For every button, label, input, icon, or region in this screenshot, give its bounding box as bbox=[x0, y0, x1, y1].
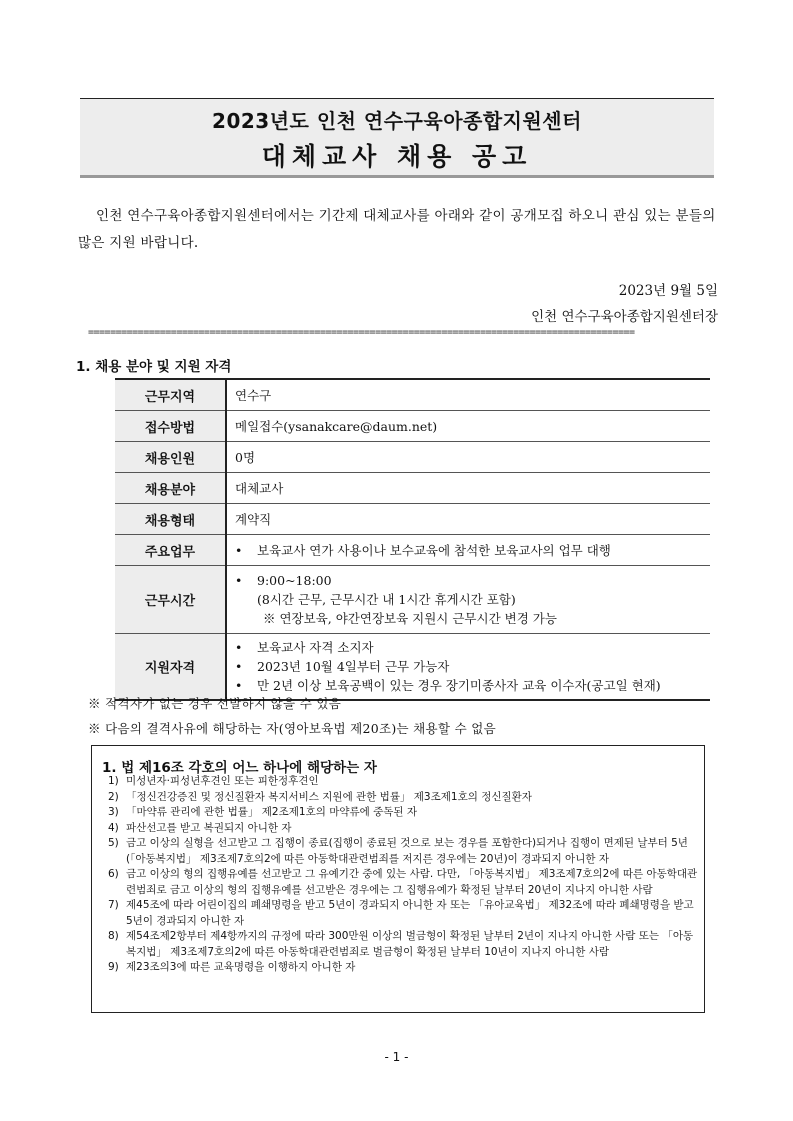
list-item: 6) 금고 이상의 형의 집행유예를 선고받고 그 유예기간 중에 있는 사람. 다만, 「아동복지법」 제3조제7호의2에 따른 아동학대관련범죄로 금고 이상의 형의 집행유예를 선고받은 경우에는 그 집행유예가 확정된 날부터 20년이 지나지 아니한 사람 bbox=[108, 868, 698, 896]
qualification-item: • 만 2년 이상 보육공백이 있는 경우 장기미종사자 교육 이수자(공고일 현재) bbox=[235, 676, 710, 695]
list-item: 7) 제45조에 따라 어린이집의 폐쇄명령을 받고 5년이 경과되지 아니한 자 또는 「유아교육법」 제32조에 따라 폐쇄명령을 받고 5년이 경과되지 아니한 자 bbox=[108, 899, 694, 927]
section1-heading: 1. 채용 분야 및 지원 자격 bbox=[76, 359, 232, 375]
list-item: 4) 파산선고를 받고 복권되지 아니한 자 bbox=[108, 821, 292, 834]
page-number: - 1 - bbox=[384, 1050, 409, 1064]
qualification-item: • 보육교사 자격 소지자 bbox=[235, 638, 710, 657]
list-item: 5) 금고 이상의 실형을 선고받고 그 집행이 종료(집행이 종료된 것으로 보는 경우를 포함한다)되거나 집행이 면제된 날부터 5년(「아동복지법」 제3조제7호의2에 따른 아동학대관련범죄를 저지른 경우에는 20년)이 경과되지 아니한 자 bbox=[108, 837, 688, 865]
row-value: 연수구 bbox=[226, 379, 710, 411]
table-row bbox=[115, 473, 710, 504]
row-label: 채용인원 bbox=[115, 442, 226, 473]
table-row bbox=[115, 504, 710, 535]
row-value bbox=[226, 566, 710, 634]
table-row bbox=[115, 442, 710, 473]
duty-item: • 보육교사 연가 사용이나 보수교육에 참석한 보육교사의 업무 대행 bbox=[235, 541, 710, 560]
disqualification-list bbox=[108, 774, 702, 976]
intro-paragraph: 인천 연수구육아종합지원센터에서는 기간제 대체교사를 아래와 같이 공개모집 하오니 관심 있는 분들의 많은 지원 바랍니다. bbox=[78, 208, 716, 251]
recruitment-table bbox=[115, 378, 710, 701]
row-label: 지원자격 bbox=[115, 634, 226, 700]
table-row bbox=[115, 535, 710, 566]
disqualification-box bbox=[91, 745, 705, 1013]
list-item: 9) 제23조의3에 따른 교육명령을 이행하지 아니한 자 bbox=[108, 961, 356, 973]
hours-sub: (8시간 근무, 근무시간 내 1시간 휴게시간 포함) bbox=[257, 592, 516, 607]
separator-line: =================================================================================================== bbox=[88, 327, 635, 338]
title-line1: 2023년도 인천 연수구육아종합지원센터 bbox=[212, 109, 582, 133]
row-value bbox=[226, 634, 710, 700]
disqualification-title: 1. 법 제16조 각호의 어느 하나에 해당하는 자 bbox=[102, 760, 377, 776]
row-value bbox=[226, 535, 710, 566]
row-label: 근무지역 bbox=[115, 379, 226, 411]
list-item: 8) 제54조제2항부터 제4항까지의 규정에 따라 300만원 이상의 벌금형이 확정된 날부터 2년이 지나지 아니한 사람 또는 「아동복지법」 제3조제7호의2에 따른 아동학대관련범죄로 벌금형이 확정된 날부터 10년이 지나지 아니한 사람 bbox=[108, 930, 694, 958]
list-item: 3) 「마약류 관리에 관한 법률」 제2조제1호의 마약류에 중독된 자 bbox=[108, 806, 418, 818]
row-label: 채용형태 bbox=[115, 504, 226, 535]
note-disqualification: ※ 다음의 결격사유에 해당하는 자(영아보육법 제20조)는 채용할 수 없음 bbox=[88, 721, 496, 736]
row-label: 채용분야 bbox=[115, 473, 226, 504]
qualification-item: • 2023년 10월 4일부터 근무 가능자 bbox=[235, 657, 710, 676]
list-item: 1) 미성년자·피성년후견인 또는 피한정후견인 bbox=[108, 775, 319, 787]
row-label: 근무시간 bbox=[115, 566, 226, 634]
row-label: 주요업무 bbox=[115, 535, 226, 566]
list-item: 2) 「정신건강증진 및 정신질환자 복지서비스 지원에 관한 법률」 제3조제1호의 정신질환자 bbox=[108, 790, 532, 803]
row-label: 접수방법 bbox=[115, 411, 226, 442]
row-value: 메일접수(ysanakcare@daum.net) bbox=[226, 411, 710, 442]
table-row bbox=[115, 566, 710, 634]
row-value: 계약직 bbox=[226, 504, 710, 535]
table-row bbox=[115, 379, 710, 411]
hours-item: • 9:00~18:00 bbox=[235, 571, 710, 590]
table-row bbox=[115, 411, 710, 442]
hours-note: ※ 연장보육, 야간연장보육 지원시 근무시간 변경 가능 bbox=[263, 611, 557, 626]
organization-signature: 인천 연수구육아종합지원센터장 bbox=[531, 309, 718, 325]
announcement-date: 2023년 9월 5일 bbox=[618, 283, 718, 299]
title-line2: 대체교사 채용 공고 bbox=[261, 142, 533, 171]
title-banner bbox=[80, 98, 714, 178]
row-value: 0명 bbox=[226, 442, 710, 473]
row-value: 대체교사 bbox=[226, 473, 710, 504]
note-no-candidate: ※ 적격자가 없는 경우 선발하지 않을 수 있음 bbox=[88, 696, 342, 711]
table-row bbox=[115, 634, 710, 700]
